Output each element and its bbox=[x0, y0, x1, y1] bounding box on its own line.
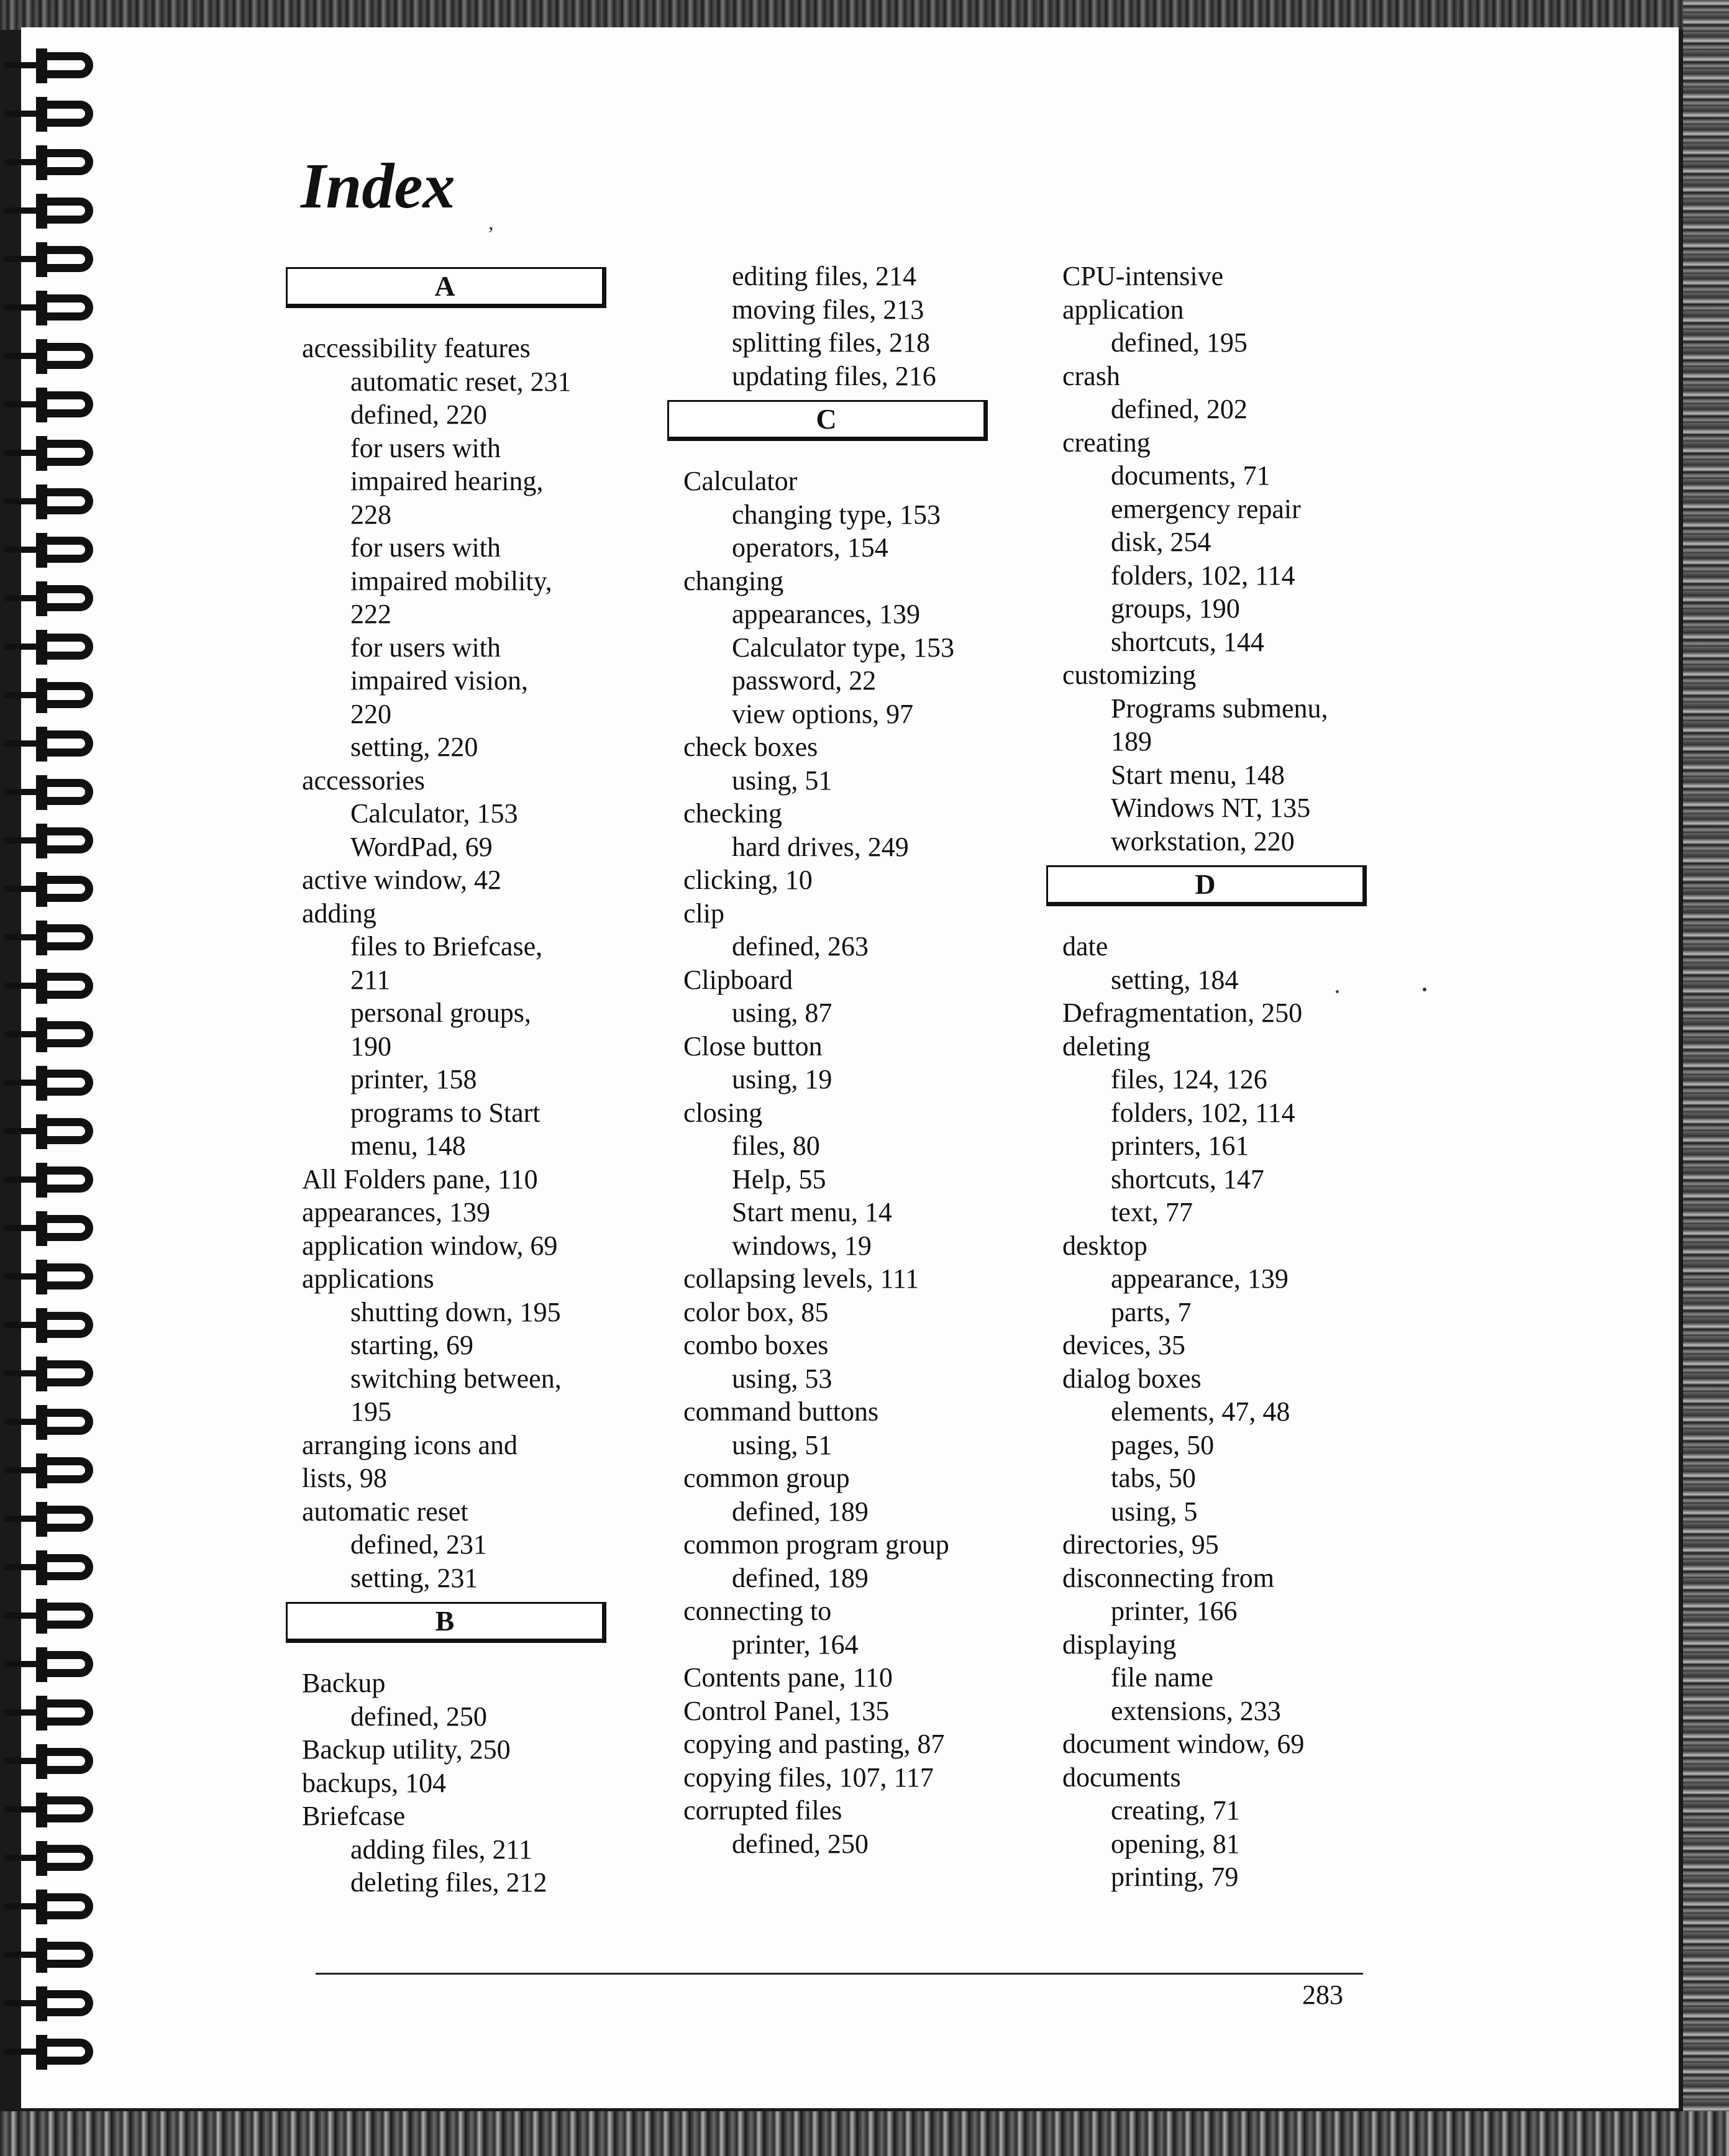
index-subentry: Help, 55 bbox=[732, 1163, 826, 1194]
binding-coil bbox=[4, 676, 97, 716]
section-heading-d: D bbox=[1046, 865, 1367, 906]
index-entry: desktop bbox=[1062, 1230, 1147, 1261]
index-subentry: editing files, 214 bbox=[732, 261, 916, 291]
index-subentry: setting, 220 bbox=[350, 732, 478, 762]
index-subentry: impaired mobility, bbox=[350, 565, 552, 596]
index-subentry: printers, 161 bbox=[1111, 1130, 1249, 1161]
index-entry: application window, 69 bbox=[302, 1230, 558, 1261]
index-subentry: hard drives, 249 bbox=[732, 831, 909, 862]
index-subentry: for users with bbox=[350, 532, 501, 563]
index-subentry: splitting files, 218 bbox=[732, 327, 930, 358]
binding-coil bbox=[4, 1403, 97, 1442]
stray-mark: , bbox=[488, 211, 494, 234]
binding-coil bbox=[4, 627, 97, 667]
index-subentry: creating, 71 bbox=[1111, 1795, 1240, 1826]
index-column-2 bbox=[683, 260, 1044, 1860]
index-subentry: text, 77 bbox=[1111, 1197, 1193, 1227]
binding-coil bbox=[4, 337, 97, 376]
binding-coil bbox=[4, 1499, 97, 1539]
index-entry: Backup utility, 250 bbox=[302, 1734, 511, 1765]
index-subentry: folders, 102, 114 bbox=[1111, 560, 1295, 591]
index-subentry: extensions, 233 bbox=[1111, 1695, 1281, 1726]
index-subentry: Windows NT, 135 bbox=[1111, 793, 1311, 823]
index-subentry: changing type, 153 bbox=[732, 499, 941, 530]
binding-coil bbox=[4, 143, 97, 183]
index-subentry: documents, 71 bbox=[1111, 460, 1271, 491]
index-subentry: using, 53 bbox=[732, 1363, 833, 1394]
index-subentry: Calculator, 153 bbox=[350, 798, 518, 829]
index-entry: Control Panel, 135 bbox=[683, 1695, 890, 1726]
index-entry: changing bbox=[683, 565, 784, 596]
index-entry: collapsing levels, 111 bbox=[683, 1263, 919, 1294]
binding-coil bbox=[4, 1596, 97, 1636]
scan-border-right bbox=[1683, 0, 1729, 2156]
binding-coil bbox=[4, 1645, 97, 1685]
binding-coil bbox=[4, 1354, 97, 1394]
binding-coil bbox=[4, 94, 97, 134]
index-entry: applications bbox=[302, 1263, 434, 1294]
index-entry: closing bbox=[683, 1097, 763, 1128]
index-subentry: printing, 79 bbox=[1111, 1862, 1239, 1892]
index-entry: Close button bbox=[683, 1030, 823, 1062]
binding-coil bbox=[4, 1451, 97, 1491]
index-subentry: defined, 263 bbox=[732, 931, 869, 962]
index-subentry: 190 bbox=[350, 1030, 391, 1062]
binding-coil bbox=[4, 1306, 97, 1345]
index-entry: customizing bbox=[1062, 660, 1197, 690]
index-column-3 bbox=[1062, 260, 1423, 1894]
index-subentry: impaired vision, bbox=[350, 665, 528, 696]
index-entry: common group bbox=[683, 1463, 850, 1493]
index-subentry: adding files, 211 bbox=[350, 1834, 532, 1865]
index-entry: application bbox=[1062, 294, 1184, 325]
index-subentry: appearance, 139 bbox=[1111, 1263, 1289, 1294]
index-entry: dialog boxes bbox=[1062, 1363, 1202, 1394]
index-subentry: programs to Start bbox=[350, 1097, 541, 1128]
binding-coil bbox=[4, 1015, 97, 1055]
index-entry: connecting to bbox=[683, 1596, 832, 1626]
index-subentry: groups, 190 bbox=[1111, 593, 1240, 624]
index-subentry: deleting files, 212 bbox=[350, 1867, 547, 1898]
index-subentry: emergency repair bbox=[1111, 493, 1301, 524]
index-entry: crash bbox=[1062, 360, 1120, 391]
index-subentry: moving files, 213 bbox=[732, 294, 924, 325]
index-entry: Backup bbox=[302, 1668, 386, 1698]
index-subentry: 195 bbox=[350, 1396, 391, 1427]
index-subentry: files, 124, 126 bbox=[1111, 1064, 1267, 1094]
binding-coil bbox=[4, 1548, 97, 1588]
index-subentry: appearances, 139 bbox=[732, 599, 920, 629]
index-entry: devices, 35 bbox=[1062, 1330, 1185, 1360]
index-subentry: shortcuts, 144 bbox=[1111, 626, 1264, 657]
index-subentry: using, 19 bbox=[732, 1064, 833, 1094]
index-entry: disconnecting from bbox=[1062, 1562, 1274, 1593]
section-heading-b: B bbox=[286, 1602, 606, 1643]
index-subentry: impaired hearing, bbox=[350, 466, 544, 496]
index-entry: appearances, 139 bbox=[302, 1197, 490, 1227]
index-entry: accessibility features bbox=[302, 333, 531, 363]
index-subentry: defined, 250 bbox=[732, 1828, 869, 1859]
index-entry: date bbox=[1062, 931, 1108, 962]
index-entry: copying and pasting, 87 bbox=[683, 1729, 945, 1759]
index-subentry: pages, 50 bbox=[1111, 1429, 1215, 1460]
index-entry: displaying bbox=[1062, 1629, 1177, 1660]
binding-coil bbox=[4, 1935, 97, 1975]
index-subentry: files, 80 bbox=[732, 1130, 820, 1161]
index-entry: clip bbox=[683, 898, 724, 929]
index-entry: directories, 95 bbox=[1062, 1529, 1219, 1560]
binding-coil bbox=[4, 2032, 97, 2072]
index-entry: active window, 42 bbox=[302, 865, 501, 895]
binding-coil bbox=[4, 482, 97, 522]
index-entry: automatic reset bbox=[302, 1496, 468, 1527]
index-subentry: defined, 231 bbox=[350, 1529, 487, 1560]
index-subentry: menu, 148 bbox=[350, 1130, 466, 1161]
page-number: 283 bbox=[1302, 1980, 1343, 2010]
index-entry: adding bbox=[302, 898, 376, 929]
index-subentry: switching between, bbox=[350, 1363, 562, 1394]
index-subentry: WordPad, 69 bbox=[350, 831, 493, 862]
binding-coil bbox=[4, 1693, 97, 1733]
index-subentry: workstation, 220 bbox=[1111, 826, 1295, 857]
binding-coil bbox=[4, 579, 97, 619]
index-subentry: defined, 250 bbox=[350, 1701, 487, 1732]
index-subentry: shutting down, 195 bbox=[350, 1296, 561, 1327]
index-subentry: 189 bbox=[1111, 726, 1152, 757]
index-subentry: parts, 7 bbox=[1111, 1296, 1192, 1327]
index-subentry: setting, 184 bbox=[1111, 964, 1239, 995]
section-heading-a: A bbox=[286, 267, 606, 308]
binding-coil bbox=[4, 1790, 97, 1830]
index-entry: creating bbox=[1062, 427, 1151, 458]
index-subentry: 222 bbox=[350, 599, 391, 629]
index-entry: lists, 98 bbox=[302, 1463, 387, 1493]
index-subentry: disk, 254 bbox=[1111, 527, 1211, 557]
binding-coil bbox=[4, 1160, 97, 1200]
index-entry: check boxes bbox=[683, 732, 818, 762]
index-entry: document window, 69 bbox=[1062, 1729, 1305, 1759]
index-entry: accessories bbox=[302, 765, 425, 796]
index-entry: corrupted files bbox=[683, 1795, 842, 1826]
index-subentry: files to Briefcase, bbox=[350, 931, 543, 962]
binding-coil bbox=[4, 288, 97, 328]
index-entry: command buttons bbox=[683, 1396, 879, 1427]
scan-border-top bbox=[0, 0, 1729, 30]
binding-coil bbox=[4, 821, 97, 861]
index-entry: combo boxes bbox=[683, 1330, 829, 1360]
index-entry: Defragmentation, 250 bbox=[1062, 998, 1303, 1028]
binding-coil bbox=[4, 724, 97, 764]
binding-coil bbox=[4, 1742, 97, 1781]
index-entry: All Folders pane, 110 bbox=[302, 1163, 538, 1194]
index-subentry: for users with bbox=[350, 632, 501, 663]
index-subentry: updating files, 216 bbox=[732, 360, 936, 391]
index-subentry: Start menu, 148 bbox=[1111, 759, 1285, 790]
index-entry: common program group bbox=[683, 1529, 949, 1560]
index-subentry: view options, 97 bbox=[732, 698, 914, 729]
binding-coil bbox=[4, 530, 97, 570]
index-subentry: Calculator type, 153 bbox=[732, 632, 955, 663]
index-subentry: defined, 202 bbox=[1111, 394, 1248, 424]
index-subentry: setting, 231 bbox=[350, 1562, 478, 1593]
index-entry: copying files, 107, 117 bbox=[683, 1762, 934, 1793]
scan-speck bbox=[1423, 988, 1426, 991]
index-entry: CPU-intensive bbox=[1062, 261, 1224, 291]
spiral-binding bbox=[0, 27, 106, 2108]
index-subentry: personal groups, bbox=[350, 998, 531, 1028]
index-subentry: printer, 158 bbox=[350, 1064, 477, 1094]
index-entry: documents bbox=[1062, 1762, 1181, 1793]
binding-coil bbox=[4, 1257, 97, 1297]
scan-border-bottom bbox=[0, 2111, 1729, 2156]
binding-coil bbox=[4, 240, 97, 280]
binding-coil bbox=[4, 1887, 97, 1927]
index-subentry: file name bbox=[1111, 1662, 1213, 1693]
binding-coil bbox=[4, 1063, 97, 1103]
index-subentry: windows, 19 bbox=[732, 1230, 872, 1261]
index-entry: deleting bbox=[1062, 1030, 1151, 1062]
binding-coil bbox=[4, 385, 97, 425]
index-subentry: using, 87 bbox=[732, 998, 833, 1028]
index-subentry: using, 5 bbox=[1111, 1496, 1198, 1527]
footer-rule bbox=[316, 1973, 1363, 1975]
page-title: Index bbox=[301, 150, 455, 222]
index-subentry: shortcuts, 147 bbox=[1111, 1163, 1264, 1194]
index-entry: Contents pane, 110 bbox=[683, 1662, 893, 1693]
index-subentry: using, 51 bbox=[732, 765, 833, 796]
index-subentry: 220 bbox=[350, 698, 391, 729]
binding-coil bbox=[4, 918, 97, 958]
index-entry: clicking, 10 bbox=[683, 865, 813, 895]
scan-speck bbox=[1336, 990, 1339, 993]
index-subentry: password, 22 bbox=[732, 665, 877, 696]
binding-coil bbox=[4, 967, 97, 1006]
index-entry: Calculator bbox=[683, 466, 798, 496]
index-subentry: elements, 47, 48 bbox=[1111, 1396, 1290, 1427]
index-column-1 bbox=[302, 260, 662, 1899]
binding-coil bbox=[4, 434, 97, 473]
index-subentry: defined, 195 bbox=[1111, 327, 1248, 358]
index-subentry: defined, 189 bbox=[732, 1496, 869, 1527]
index-subentry: using, 51 bbox=[732, 1429, 833, 1460]
binding-coil bbox=[4, 870, 97, 909]
index-entry: Clipboard bbox=[683, 964, 793, 995]
index-subentry: 228 bbox=[350, 499, 391, 530]
binding-coil bbox=[4, 191, 97, 231]
index-subentry: for users with bbox=[350, 432, 501, 463]
index-entry: arranging icons and bbox=[302, 1429, 518, 1460]
index-entry: checking bbox=[683, 798, 782, 829]
section-heading-c: C bbox=[667, 400, 988, 441]
binding-coil bbox=[4, 1112, 97, 1152]
index-subentry: automatic reset, 231 bbox=[350, 366, 572, 397]
index-subentry: printer, 164 bbox=[732, 1629, 859, 1660]
index-entry: backups, 104 bbox=[302, 1767, 447, 1798]
binding-coil bbox=[4, 1839, 97, 1878]
binding-coil bbox=[4, 46, 97, 86]
index-subentry: starting, 69 bbox=[350, 1330, 473, 1360]
index-entry: Briefcase bbox=[302, 1801, 406, 1831]
index-subentry: Start menu, 14 bbox=[732, 1197, 892, 1227]
binding-coil bbox=[4, 1209, 97, 1249]
index-subentry: tabs, 50 bbox=[1111, 1463, 1196, 1493]
index-subentry: defined, 220 bbox=[350, 399, 487, 430]
index-subentry: opening, 81 bbox=[1111, 1828, 1240, 1859]
binding-coil bbox=[4, 773, 97, 812]
index-entry: color box, 85 bbox=[683, 1296, 829, 1327]
index-subentry: 211 bbox=[350, 964, 391, 995]
binding-coil bbox=[4, 1984, 97, 2024]
index-subentry: printer, 166 bbox=[1111, 1596, 1238, 1626]
index-subentry: folders, 102, 114 bbox=[1111, 1097, 1295, 1128]
index-subentry: defined, 189 bbox=[732, 1562, 869, 1593]
index-subentry: operators, 154 bbox=[732, 532, 888, 563]
index-subentry: Programs submenu, bbox=[1111, 693, 1328, 724]
